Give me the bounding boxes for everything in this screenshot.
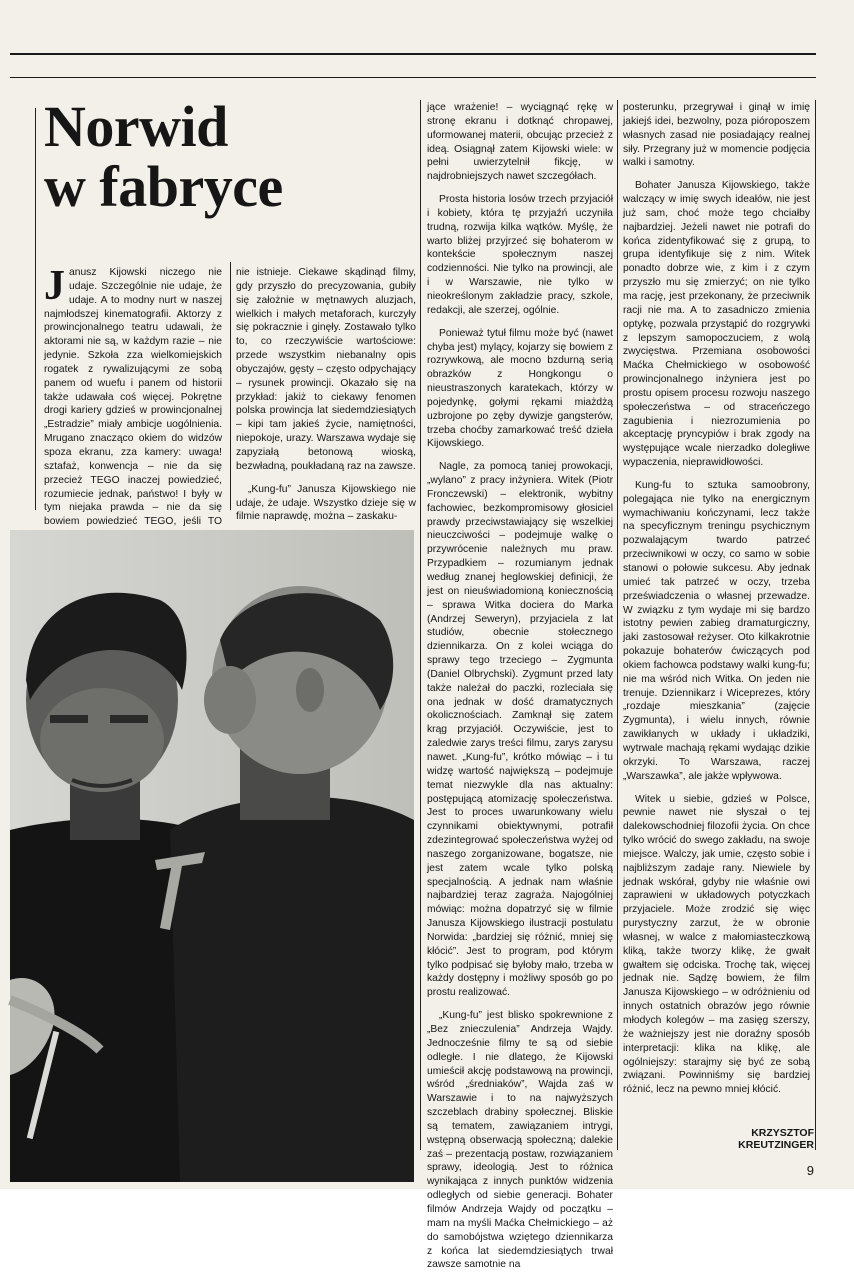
paragraph: Bohater Janusza Kijowskiego, także walczący w imię swych ideałów, nie jest już sam, choć może tego chciałby najbardziej. Jeżeli nawet nie potrafi do końca zidentyfikować się z grupą, to grupa identyfikuje się z nim. Witek ponadto dobrze wie, z kim i z czym przyszło mu się zmierzyć; on nie tylko ma rację, jest przekonany, że przeciwnik racji nie ma. A to zasadniczo zmienia optykę, pozwala przystąpić do rozgrywki z lepszym samopoczuciem, z wolą zwycięstwa. Przemiana osobowości Maćka Chełmickiego w osobowość prowincjonalnego inżyniera jest po prostu opisem procesu rozwoju naszego społeczeństwa – od straceńczego zagubienia i niezrozumienia po akceptację pryncypiów i brak zgody na występujące wcale nierzadko doległiwe wypaczenia, nieprawidłowości. [623, 180, 810, 469]
article-title [44, 94, 283, 219]
top-rule [10, 53, 816, 55]
header-rule [10, 77, 816, 78]
paragraph: posterunku, przegrywał i ginął w imię jakiejś idei, bezwolny, poza pióroposzem własnych zasad nie posiadający realnej siły. Przegrany już w momencie podjęcia walki i samotny. [623, 102, 810, 169]
photo-illustration [10, 530, 414, 1182]
paragraph: „Kung-fu” jest blisko spokrewnione z „Bez znieczulenia” Andrzeja Wajdy. Jednocześnie filmy te są od siebie odległe. I nie dlatego, że Kijowski umieścił akcję podstawową na prowincji, wśród „średniaków”, Wajda zaś w Warszawie i to na najwyższych szczeblach drabiny społecznej. Bliskie są tematem, zawiązaniem intrygi, wstępną obserwacją społeczną; dalekie zaś – prezentacją postaw, rozwiązaniem sprawy, ideologią. Jest to różnica wynikająca z innych punktów widzenia odległych od siebie generacji. Bohater filmów Andrzeja Wajdy od początku – mam na myśli Maćka Chełmickiego – aż do samobójstwa wziętego dziennikarza z końca lat siedemdziesiątych trwał zawsze samotnie na [427, 1010, 613, 1271]
column-divider-left [35, 108, 36, 510]
text-column-2 [236, 266, 416, 523]
paragraph: Nagle, za pomocą taniej prowokacji, „wylano” z pracy inżyniera. Witek (Piotr Fronczewski) – elektronik, wybitny fachowiec, bezkompromisowy głosiciel prawdy przeciwstawiający się wszelkiej nieuczciwości – podejmuje walkę o przywrócenie należnych mu praw. Przypadkiem – rozumianym jednak według znanej heglowskiej definicji, że jest on nieuświadomioną koniecznością – sprawa Witka dociera do Marka (Andrzej Seweryn), przyjaciela z lat studiów, obecnie stołecznego dziennikarza. On z kolei wciąga do sprawy tego trzeciego – Zygmunta (Daniel Olbrychski). Zygmunt przed laty także należał do paczki, rozleciała się ona jednak w dość dramatycznych okolicznościach. Zamknął się zatem krąg przyjaciół. Oczywiście, jest to zaledwie zarys treści filmu, zarys zarysu nawet. „Kung-fu”, krótko mówiąc – i tu widzę wartość największą – podejmuje temat niezwykle dla nas aktualny: postępującą atomizację społeczeństwa. Jest to proces uwarunkowany wielu czynnikami obiektywnymi, potrafił zdezintegrować społeczeństwa wyżej od naszego zorganizowane, bogatsze, nie jest zatem wcale tylko polską specjalnością. A jednak nam właśnie najbardziej teraz zagraża. Najogólniej mówiąc: można dopatrzyć się w filmie Janusza Kijowskiego ilustracji postulatu Norwida: „bardziej się różnić, mniej się kłócić”. Jest to program, pod którym tylko podpisać się byłoby mało, trzeba w każdy dostępny i możliwy sposób go po prostu realizować. [427, 461, 613, 999]
paragraph: Kung-fu to sztuka samoobrony, polegająca nie tylko na energicznym wymachiwaniu kończynami, lecz także na specyficznym treningu psychicznym pozwalającym twardo patrzeć przeciwnikowi w oczy, co samo w sobie stanowi o połowie sukcesu. Aby jednak umieć tak patrzeć w oczy, trzeba przeświadczenia o własnej przewadze. W związku z tym wydaje mi się bardzo istotny pewien zabieg dramaturgiczny, jaki zastosował reżyser. Oto kilkakrotnie pokazuje bohaterów ćwiczących pod okiem fachowca podstawy walki kung-fu; nie ma wśród nich Witka. On jeden nie trenuje. Dziennikarz i Wiceprezes, który „rozdaje mieszkania” (zajęcie Zygmunta), i wielu innych, równie zawikłanych w układy i układziki, wytrwale machają rękami wydając dzikie okrzyki. To Warszawa, raczej „Warszawka”, ale jakże wpływowa. [623, 479, 810, 782]
author-byline [738, 1127, 814, 1151]
text-column-3 [427, 101, 613, 1271]
drop-cap: J [44, 263, 65, 309]
column-divider-1 [230, 262, 231, 510]
text-column-1 [44, 263, 222, 528]
paragraph: Prosta historia losów trzech przyjaciół i kobiety, która tę przyjaźń uczyniła trudną, rozwija kilka wątków. Myślę, że warto bliżej przyjrzeć się bohaterom w kontekście społecznym naszej codzienności. Nie tylko na prowincji, ale i w Warszawie, nie tylko w nieokreślonym zakładzie pracy, szkole, redakcji, ale szerzej, ogólnie. [427, 194, 613, 316]
column-divider-right [815, 100, 816, 1150]
column-divider-3 [617, 100, 618, 1150]
title-line-2: w fabryce [44, 154, 283, 219]
text-column-4 [623, 101, 810, 1121]
paragraph: Ponieważ tytuł filmu może być (nawet chyba jest) mylący, kojarzy się bowiem z rozrywkową, ale mocno bzdurną serią obrazków z Hongkongu o nieustraszonych karatekach, którzy w pojedynkę, gołymi rękami miażdżą uzbrojone po zęby dywizje gangsterów, trzeba choćby zamarkować treść dzieła Kijowskiego. [427, 327, 613, 450]
paragraph: Witek u siebie, gdzieś w Polsce, pewnie nawet nie słyszał o tej dalekowschodniej filozofii życia. On chce tylko wrócić do swego zakładu, na swoje miejsce. Walczy, jak umie, często sobie i najbliższym zadaje rany. Niewiele by jednak wskórał, gdyby nie właśnie owi zaprawieni w układowych potyczkach przyjaciele. Może zrodzić się więc purystyczny zarzut, że w obronie własnej, w walce z małomiasteczkową kliką, także tworzy klikę, że gwałt gwałtem się odciska. Trochę tak, więcej jednak nie. Sądzę bowiem, że film Janusza Kijowskiego – w odróżnieniu od innych ostatnich obrazów jego równie młodych kolegów – ma zasięg szerszy, że ważniejszy jest nie doraźny sposób interpretacji: klika na klikę, ale ogólniejszy: starajmy się być ze sobą związani. Powinniśmy się bardziej różnić, lecz na pewno mniej kłócić. [623, 793, 810, 1096]
paragraph-text: anusz Kijowski niczego nie udaje. Szczególnie nie udaje, że udaje. A to modny nurt w naszej najmłodszej kinematografii. Aktorzy z prowincjonalnego teatru udawali, że aktorami nie są, w każdym razie – nie jedynie. Szkoła zza wielkomiejskich rogatek z rywalizującymi ze sobą panem od wuefu i panem od historii także udawała coś więcej. Pokrętne drogi kariery gdzieś w prowincjonalnej „Estradzie” miały ambicje uogólnienia. Mrugano znacząco okiem do widzów spoza ekranu, zza kamery: uwaga! sztafaż, konwencja – nie da się przecież TEGO inaczej powiedzieć, rozumiecie jednak, państwo! I były w tym niejaka prawda – nie da się bowiem powiedzieć TEGO, jeśli TO [44, 267, 222, 528]
paragraph: jące wrażenie! – wyciągnąć rękę w stronę ekranu i dotknąć chropawej, uformowanej materii, obcując przecież z ideą. Osiągnął zatem Kijowski wiele: w pełni uwierzytelnił fikcję, w najdrobniejszych nawet szczegółach. [427, 102, 613, 183]
author-first-name: KRZYSZTOF [751, 1127, 814, 1139]
author-last-name: KREUTZINGER [738, 1139, 814, 1151]
column-divider-2 [420, 100, 421, 1150]
paragraph: „Kung-fu” Janusza Kijowskiego nie udaje, że udaje. Wszystko dzieje się w filmie naprawdę, można – zaskaku- [236, 483, 416, 523]
page-number: 9 [806, 1163, 814, 1178]
paragraph [44, 263, 222, 543]
film-still-photo [10, 530, 414, 1182]
paragraph: nie istnieje. Ciekawe skądinąd filmy, gdy przyszło do precyzowania, gubiły się założnie w mętnawych aluzjach, wielkich i małych metaforach, kurczyły się pokracznie i ginęły. Zostawało tylko to, co rzeczywiście wartościowe: przede wszystkim niebanalny opis obyczajów, gęsty – często odpychający – rysunek prowincji. Okazało się na przykład: jakiż to ciekawy fenomen polska prowincja lat siedemdziesiątych – kipi tam jakieś życie, namiętności, niepokoje, urazy. Warszawa wydaje się zapyziałą betonową wioską, bezwładną, poukładaną raz na zawsze. [236, 267, 416, 472]
title-line-1: Norwid [44, 94, 228, 159]
